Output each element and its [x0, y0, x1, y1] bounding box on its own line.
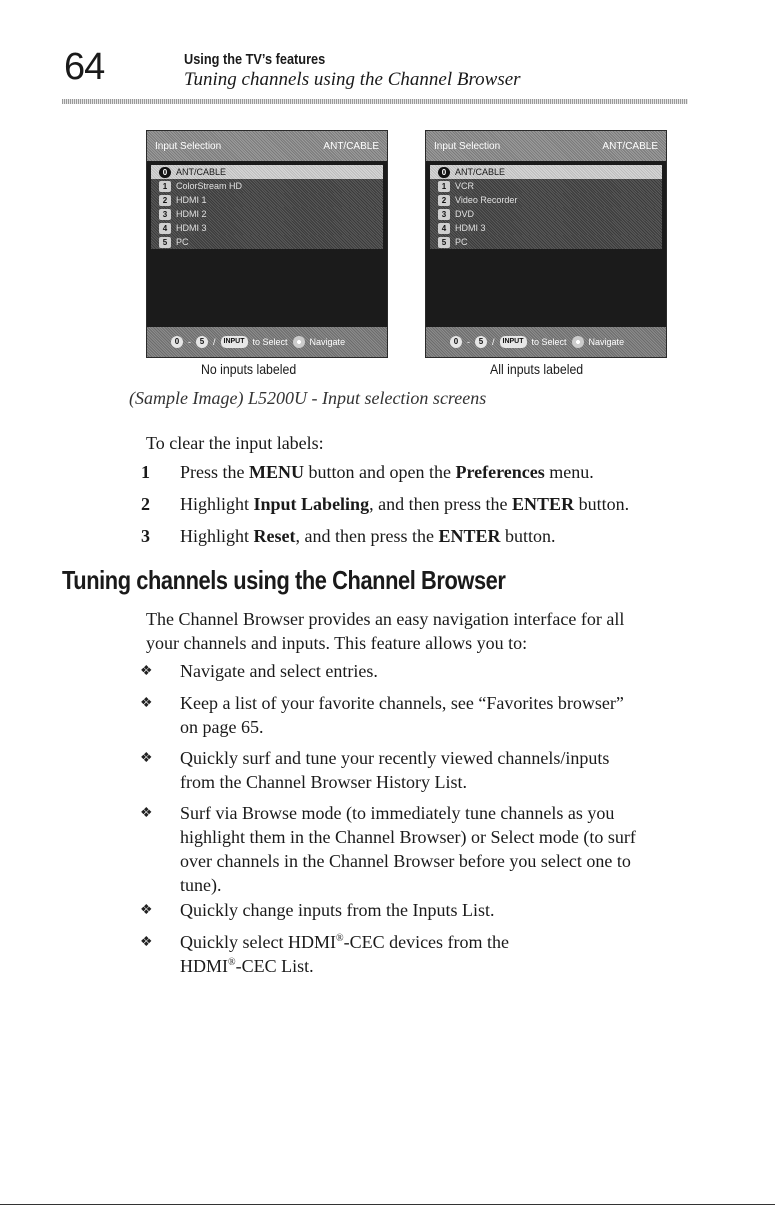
- input-list: [426, 165, 666, 329]
- key-separator: /: [213, 337, 216, 347]
- input-item: [430, 179, 662, 193]
- step-text: Press the MENU button and open the Preferences menu.: [180, 462, 594, 482]
- footer-divider: [0, 1204, 775, 1205]
- bullet-text: Navigate and select entries.: [180, 661, 378, 681]
- bullet-text: Surf via Browse mode (to immediately tune channels as you highlight them in the Channel Browser) or Select mode (to surf over channels in the Channel Browser before you select one to tune).: [180, 803, 636, 895]
- input-label: ANT/CABLE: [176, 167, 227, 177]
- bullet-diamond-icon: ❖: [140, 751, 153, 766]
- step-text: Highlight Reset, and then press the ENTER button.: [180, 526, 556, 546]
- input-list: [147, 165, 387, 329]
- input-label: Video Recorder: [455, 195, 518, 205]
- input-key-icon: INPUT: [500, 336, 527, 348]
- input-number: 3: [159, 209, 171, 220]
- input-number: 5: [159, 237, 171, 248]
- section-heading: Tuning channels using the Channel Browser: [62, 565, 506, 595]
- input-label: PC: [455, 237, 468, 247]
- input-label: ColorStream HD: [176, 181, 243, 191]
- screen-footer: [147, 327, 387, 357]
- bullet-item: [140, 691, 726, 739]
- procedure-intro: To clear the input labels:: [146, 433, 324, 453]
- input-item: [430, 193, 662, 207]
- bullet-diamond-icon: ❖: [140, 903, 153, 918]
- input-number: 1: [159, 181, 171, 192]
- bullet-text: Quickly change inputs from the Inputs List.: [180, 900, 495, 920]
- key-0-icon: 0: [450, 336, 462, 348]
- step-number: 1: [141, 462, 150, 482]
- key-5-icon: 5: [475, 336, 487, 348]
- input-item: [430, 207, 662, 221]
- header-divider: [62, 99, 688, 104]
- navigate-hint: Navigate: [588, 337, 625, 347]
- navigate-pad-icon: [572, 336, 584, 348]
- screen-caption-left: No inputs labeled: [201, 361, 297, 377]
- input-label: DVD: [455, 209, 475, 219]
- input-number: 2: [159, 195, 171, 206]
- screen-caption-right: All inputs labeled: [490, 361, 584, 377]
- input-label: HDMI 3: [176, 223, 207, 233]
- page-number: 64: [64, 46, 105, 88]
- bullet-diamond-icon: ❖: [140, 696, 153, 711]
- bullet-diamond-icon: ❖: [140, 935, 153, 950]
- screen-title: Input Selection: [155, 140, 222, 152]
- input-label: PC: [176, 237, 189, 247]
- bullet-item: [140, 801, 726, 897]
- running-section-title: Tuning channels using the Channel Browser: [184, 69, 521, 90]
- input-item: [430, 165, 662, 179]
- key-0-icon: 0: [171, 336, 183, 348]
- input-item: [151, 207, 383, 221]
- section-intro-line: The Channel Browser provides an easy navigation interface for all: [146, 609, 625, 629]
- bullet-item: [140, 659, 726, 683]
- input-number: 0: [438, 167, 450, 178]
- input-item: [430, 235, 662, 249]
- screen-title: Input Selection: [434, 140, 501, 152]
- input-item: [151, 165, 383, 179]
- input-item: [151, 179, 383, 193]
- input-label: HDMI 3: [455, 223, 486, 233]
- bullet-diamond-icon: ❖: [140, 806, 153, 821]
- step-text: Highlight Input Labeling, and then press the ENTER button.: [180, 494, 630, 514]
- input-label: ANT/CABLE: [455, 167, 506, 177]
- screen-source: ANT/CABLE: [323, 140, 379, 152]
- input-number: 4: [438, 223, 450, 234]
- input-number: 0: [159, 167, 171, 178]
- input-label: VCR: [455, 181, 475, 191]
- key-range-dash: -: [188, 337, 191, 347]
- bullet-text: Quickly surf and tune your recently viewed channels/inputs from the Channel Browser History List.: [180, 748, 610, 792]
- section-intro-line: your channels and inputs. This feature allows you to:: [146, 633, 528, 653]
- input-label: HDMI 2: [176, 209, 207, 219]
- navigate-hint: Navigate: [309, 337, 346, 347]
- input-item: [151, 193, 383, 207]
- bullet-item: [140, 898, 726, 922]
- input-number: 5: [438, 237, 450, 248]
- input-number: 4: [159, 223, 171, 234]
- input-number: 1: [438, 181, 450, 192]
- input-selection-screen-all-labeled: [425, 130, 667, 358]
- input-item: [151, 221, 383, 235]
- key-range-dash: -: [467, 337, 470, 347]
- bullet-diamond-icon: ❖: [140, 664, 153, 679]
- bullet-text: Keep a list of your favorite channels, see “Favorites browser” on page 65.: [180, 693, 624, 737]
- input-item: [430, 221, 662, 235]
- input-selection-screen-no-labels: [146, 130, 388, 358]
- select-hint: to Select: [531, 337, 567, 347]
- key-5-icon: 5: [196, 336, 208, 348]
- input-label: HDMI 1: [176, 195, 207, 205]
- input-number: 2: [438, 195, 450, 206]
- step-number: 2: [141, 494, 150, 514]
- bullet-text: Quickly select HDMI®-CEC devices from the HDMI®-CEC List.: [180, 932, 510, 976]
- running-chapter-title: Using the TV’s features: [184, 51, 326, 68]
- step-number: 3: [141, 526, 150, 546]
- input-item: [151, 235, 383, 249]
- screen-header: [426, 131, 666, 161]
- screen-source: ANT/CABLE: [602, 140, 658, 152]
- bullet-item: [140, 930, 726, 978]
- figure-caption: (Sample Image) L5200U - Input selection screens: [129, 388, 487, 408]
- section-intro: [146, 607, 624, 655]
- bullet-item: [140, 746, 726, 794]
- key-separator: /: [492, 337, 495, 347]
- screen-footer: [426, 327, 666, 357]
- navigate-pad-icon: [293, 336, 305, 348]
- input-number: 3: [438, 209, 450, 220]
- select-hint: to Select: [252, 337, 288, 347]
- input-key-icon: INPUT: [221, 336, 248, 348]
- screen-header: [147, 131, 387, 161]
